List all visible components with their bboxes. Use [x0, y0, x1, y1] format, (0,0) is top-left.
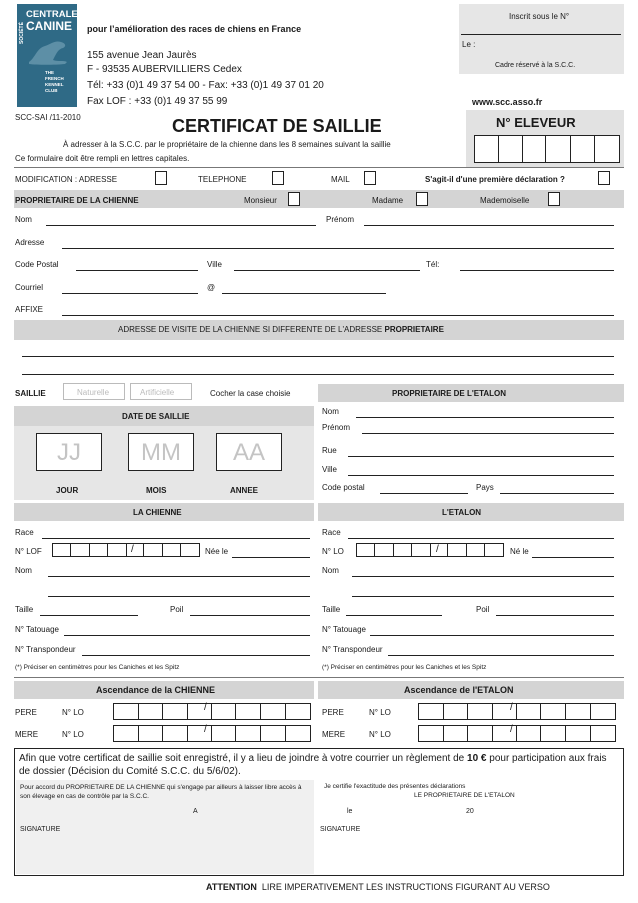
owner-prenom-field[interactable] [364, 225, 614, 226]
dog-silhouette-icon [25, 36, 71, 66]
divider [14, 167, 624, 168]
visit-address-line-1[interactable] [22, 356, 614, 357]
stud-pays-field[interactable] [500, 493, 614, 494]
stud-rue-field[interactable] [348, 456, 614, 457]
female-lof-label: N° LOF [15, 547, 42, 556]
signature-right-label: SIGNATURE [320, 826, 361, 833]
female-pere-slash: / [204, 702, 207, 713]
madame-checkbox[interactable] [416, 192, 428, 206]
instruction-send: À adresser à la S.C.C. par le propriétaire de la chienne dans les 8 semaines suivant la saillie [63, 140, 391, 149]
stud-nom-dog-label: Nom [322, 566, 339, 575]
owner-tel-field[interactable] [460, 270, 614, 271]
stud-poil-label: Poil [476, 605, 490, 614]
signature-right-certify: Je certifie l'exactitude des présentes déclarations [324, 783, 466, 790]
female-pere-label: PERE [15, 708, 37, 717]
logo-side-text: SOCIÉTÉ [19, 22, 25, 44]
female-transpondeur-label: N° Transpondeur [15, 645, 76, 654]
modification-mail-checkbox[interactable] [364, 171, 376, 185]
month-label: MOIS [146, 486, 167, 495]
stud-race-label: Race [322, 528, 341, 537]
female-mere-lo-label: N° LO [62, 730, 84, 739]
signature-right-owner: LE PROPRIETAIRE DE L'ETALON [414, 792, 515, 799]
female-birth-label: Née le [205, 547, 229, 556]
madame-label: Madame [372, 196, 404, 205]
female-transpondeur-field[interactable] [82, 655, 310, 656]
logo-word-canine: CANINE [26, 19, 73, 33]
female-race-field[interactable] [42, 538, 310, 539]
female-mere-lo-boxes[interactable] [113, 725, 311, 742]
website: www.scc.asso.fr [472, 97, 543, 107]
owner-affixe-label: AFFIXE [15, 305, 44, 314]
stud-taille-label: Taille [322, 605, 341, 614]
modification-address-checkbox[interactable] [155, 171, 167, 185]
day-input[interactable]: JJ [36, 433, 102, 471]
instruction-capitals: Ce formulaire doit être rempli en lettres capitales. [15, 154, 190, 163]
monsieur-checkbox[interactable] [288, 192, 300, 206]
monsieur-label: Monsieur [244, 196, 277, 205]
first-declaration-checkbox[interactable] [598, 171, 610, 185]
footer-attention: ATTENTION LIRE IMPERATIVEMENT LES INSTRUCTIONS FIGURANT AU VERSO [206, 882, 550, 892]
female-lof-boxes[interactable] [52, 543, 200, 557]
reserved-date-label: Le : [462, 40, 476, 49]
saillie-naturelle-text: Naturelle [77, 388, 110, 397]
divider [14, 677, 624, 678]
saillie-instruction: Cocher la case choisie [210, 389, 291, 398]
female-lof-slash: / [131, 544, 134, 555]
female-size-note: (*) Préciser en centimètres pour les Caniches et les Spitz [15, 664, 180, 671]
saillie-naturelle-option[interactable] [63, 383, 125, 400]
year-label: ANNEE [230, 486, 259, 495]
owner-code-postal-field[interactable] [76, 270, 198, 271]
stud-ville-label: Ville [322, 465, 337, 474]
reserved-cadre-label: Cadre réservé à la S.C.C. [495, 62, 576, 69]
stud-pays-label: Pays [476, 483, 494, 492]
modification-telephone-label: TELEPHONE [198, 175, 247, 184]
stud-prenom-field[interactable] [362, 433, 614, 434]
address-city: F - 93535 AUBERVILLIERS Cedex [87, 64, 242, 75]
reserved-box [459, 4, 624, 74]
owner-adresse-label: Adresse [15, 238, 45, 247]
stud-nom-dog-field-1[interactable] [352, 576, 614, 577]
owner-adresse-field[interactable] [62, 248, 614, 249]
reserved-inscrit-line [461, 34, 621, 35]
stud-nom-label: Nom [322, 407, 339, 416]
month-input[interactable]: MM [128, 433, 194, 471]
scc-logo [17, 4, 77, 107]
female-mere-slash: / [204, 724, 207, 735]
visit-address-title: ADRESSE DE VISITE DE LA CHIENNE SI DIFFERENTE DE L'ADRESSE PROPRIETAIRE [118, 325, 444, 334]
stud-nom-field[interactable] [356, 417, 614, 418]
owner-email-at: @ [207, 283, 216, 292]
stud-ville-field[interactable] [348, 475, 614, 476]
female-pere-lo-label: N° LO [62, 708, 84, 717]
form-reference: SCC-SAI /11-2010 [15, 113, 81, 122]
owner-affixe-field[interactable] [62, 315, 614, 316]
mademoiselle-checkbox[interactable] [548, 192, 560, 206]
signature-left-label: SIGNATURE [20, 826, 61, 833]
owner-code-postal-label: Code Postal [15, 260, 59, 269]
stud-dog-title: L'ETALON [442, 508, 482, 517]
stud-ancestry-title: Ascendance de l'ETALON [404, 685, 514, 695]
saillie-artificielle-text: Artificielle [140, 388, 175, 397]
female-taille-label: Taille [15, 605, 34, 614]
logo-word-centrale: CENTRALE [26, 9, 78, 20]
signature-year-label: 20 [466, 808, 474, 815]
phone-fax: Tél: +33 (0)1 49 37 54 00 - Fax: +33 (0)1 49 37 01 20 [87, 80, 324, 91]
female-pere-lo-boxes[interactable] [113, 703, 311, 720]
female-tatouage-field[interactable] [64, 635, 310, 636]
stud-code-postal-field[interactable] [380, 493, 468, 494]
payment-notice: Afin que votre certificat de saillie soit enregistré, il y a lieu de joindre à votre courrier un règlement de 10 € pour participation aux frais de dossier (Décision du Comité S.C.C. du 5/6/02). [19, 753, 607, 777]
first-declaration-question: S'agit-il d'une première déclaration ? [425, 175, 565, 184]
eleveur-number-panel [466, 110, 624, 168]
stud-pere-lo-boxes[interactable] [418, 703, 616, 720]
stud-owner-title: PROPRIETAIRE DE L'ETALON [392, 389, 507, 398]
stud-pere-label: PERE [322, 708, 344, 717]
stud-poil-field[interactable] [496, 615, 614, 616]
saillie-label: SAILLIE [15, 389, 46, 398]
stud-lo-boxes[interactable] [356, 543, 504, 557]
stud-transpondeur-label: N° Transpondeur [322, 645, 383, 654]
female-taille-field[interactable] [40, 615, 138, 616]
tagline: pour l’amélioration des races de chiens en France [87, 24, 302, 34]
female-nom-field-2[interactable] [48, 596, 310, 597]
owner-nom-field[interactable] [46, 225, 316, 226]
stud-transpondeur-field[interactable] [388, 655, 614, 656]
stud-mere-slash: / [510, 724, 513, 735]
female-nom-label: Nom [15, 566, 32, 575]
stud-lo-slash: / [436, 544, 439, 555]
signature-left-agreement: Pour accord du PROPRIETAIRE DE LA CHIENNE qui s'engage par ailleurs à laisser libre accès à son élevage en cas de contrôle par la S.C.C. [20, 784, 302, 800]
owner-ville-label: Ville [207, 260, 222, 269]
owner-female-title: PROPRIETAIRE DE LA CHIENNE [15, 196, 139, 205]
stud-mere-label: MERE [322, 730, 346, 739]
female-poil-field[interactable] [190, 615, 310, 616]
day-label: JOUR [56, 486, 79, 495]
stud-prenom-label: Prénom [322, 423, 351, 432]
kennel-club-name: THE FRENCH KENNEL CLUB [45, 70, 64, 93]
female-birth-field[interactable] [232, 557, 310, 558]
modification-telephone-checkbox[interactable] [272, 171, 284, 185]
stud-tatouage-field[interactable] [370, 635, 614, 636]
stud-taille-field[interactable] [346, 615, 442, 616]
year-input[interactable]: AA [216, 433, 282, 471]
female-tatouage-label: N° Tatouage [15, 625, 59, 634]
reserved-inscrit-label: Inscrit sous le N° [509, 12, 570, 21]
stud-mere-lo-boxes[interactable] [418, 725, 616, 742]
owner-email-domain-field[interactable] [222, 293, 386, 294]
stud-rue-label: Rue [322, 446, 337, 455]
owner-prenom-label: Prénom [326, 215, 355, 224]
owner-ville-field[interactable] [234, 270, 420, 271]
modification-mail-label: MAIL [331, 175, 350, 184]
owner-tel-label: Tél: [426, 260, 440, 269]
female-race-label: Race [15, 528, 34, 537]
stud-mere-lo-label: N° LO [369, 730, 391, 739]
stud-lo-label: N° LO [322, 547, 344, 556]
female-dog-title: LA CHIENNE [133, 508, 182, 517]
stud-race-field[interactable] [348, 538, 614, 539]
stud-size-note: (*) Préciser en centimètres pour les Caniches et les Spitz [322, 664, 487, 671]
signature-place-label: A [193, 808, 198, 815]
eleveur-number-label: N° ELEVEUR [496, 115, 576, 130]
owner-email-user-field[interactable] [62, 293, 198, 294]
visit-address-line-2[interactable] [22, 374, 614, 375]
stud-tatouage-label: N° Tatouage [322, 625, 366, 634]
mademoiselle-label: Mademoiselle [480, 196, 530, 205]
female-poil-label: Poil [170, 605, 184, 614]
signature-date-label: le [347, 808, 353, 815]
address-street: 155 avenue Jean Jaurès [87, 50, 197, 61]
date-saillie-title: DATE DE SAILLIE [122, 412, 190, 421]
modification-address-label: MODIFICATION : ADRESSE [15, 175, 118, 184]
saillie-artificielle-option[interactable] [130, 383, 192, 400]
stud-pere-slash: / [510, 702, 513, 713]
stud-birth-label: Né le [510, 547, 529, 556]
fax-lof: Fax LOF : +33 (0)1 49 37 55 99 [87, 96, 228, 107]
female-mere-label: MERE [15, 730, 39, 739]
stud-code-postal-label: Code postal [322, 483, 365, 492]
owner-courriel-label: Courriel [15, 283, 44, 292]
stud-pere-lo-label: N° LO [369, 708, 391, 717]
stud-birth-field[interactable] [532, 557, 614, 558]
form-title: CERTIFICAT DE SAILLIE [172, 116, 382, 136]
eleveur-number-boxes[interactable] [474, 135, 620, 163]
female-ancestry-title: Ascendance de la CHIENNE [96, 685, 216, 695]
female-nom-field-1[interactable] [48, 576, 310, 577]
owner-nom-label: Nom [15, 215, 32, 224]
stud-nom-dog-field-2[interactable] [352, 596, 614, 597]
